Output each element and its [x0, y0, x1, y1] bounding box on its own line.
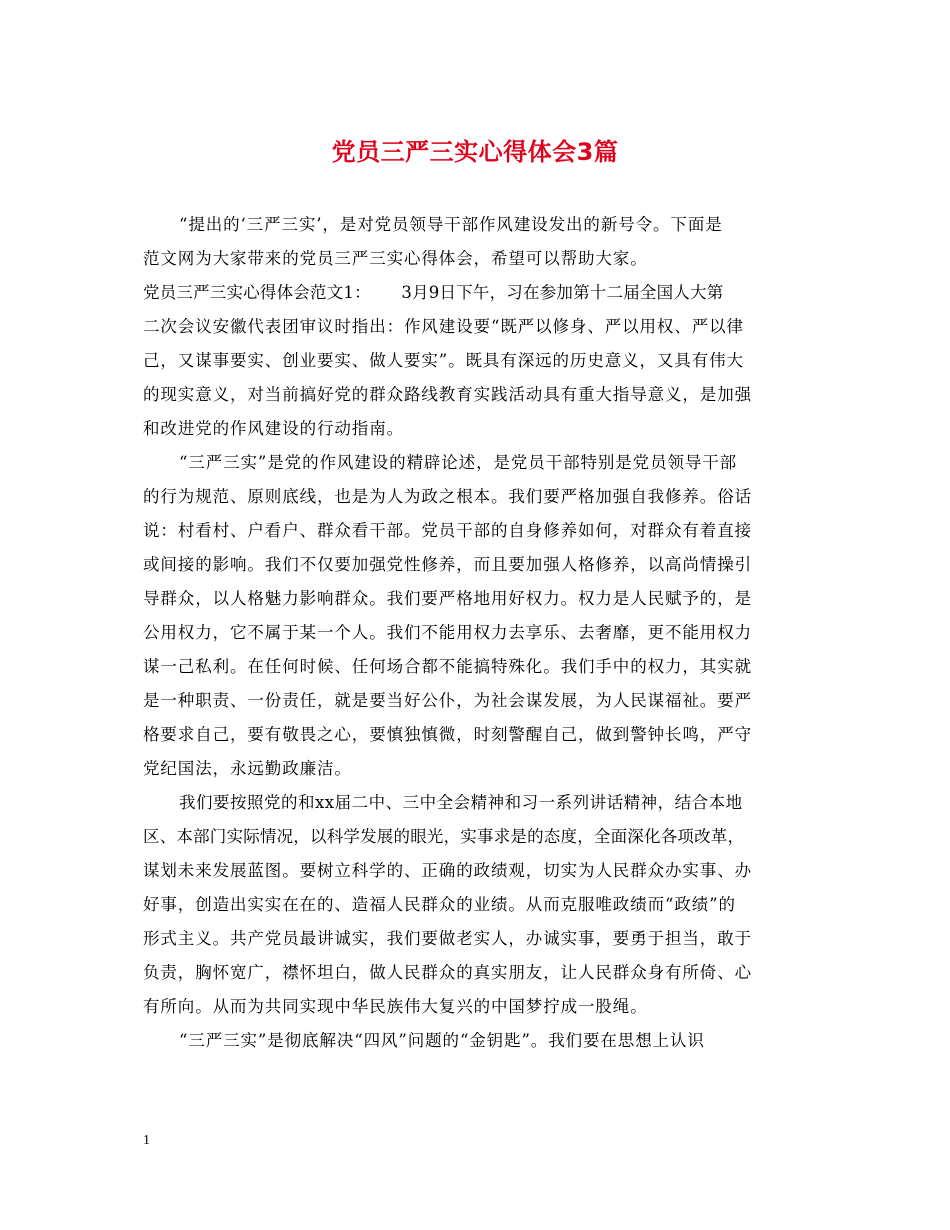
text-line: 党纪国法，永远勤政廉洁。: [143, 759, 352, 778]
document-body: [143, 208, 811, 1058]
text-line: 说：村看村、户看户、群众看干部。党员干部的自身修养如何，对群众有着直接: [143, 521, 752, 540]
text-line: 和改进党的作风建设的行动指南。: [143, 419, 404, 438]
text-line: 形式主义。共产党员最讲诚实，我们要做老实人，办诚实事，要勇于担当，敢于: [143, 929, 752, 948]
text-line: “三严三实”是党的作风建设的精辟论述，是党员干部特别是党员领导干部: [179, 453, 738, 472]
text-line: 是一种职责、一份责任，就是要当好公仆，为社会谋发展，为人民谋福祉。要严: [143, 691, 752, 710]
text-line: 或间接的影响。我们不仅要加强党性修养，而且要加强人格修养，以高尚情操引: [143, 555, 752, 574]
text-line: 有所向。从而为共同实现中华民族伟大复兴的中国梦拧成一股绳。: [143, 997, 648, 1016]
text-line: 的现实意义，对当前搞好党的群众路线教育实践活动具有重大指导意义，是加强: [143, 385, 752, 404]
text-line: 党员三严三实心得体会范文1： 3月9日下午，习在参加第十二届全国人大第: [143, 283, 724, 302]
document-title: 党员三严三实心得体会3篇: [331, 138, 619, 166]
text-line: 范文网为大家带来的党员三严三实心得体会，希望可以帮助大家。: [143, 249, 648, 268]
page-number: 1: [143, 1133, 150, 1148]
text-line: 的行为规范、原则底线，也是为人为政之根本。我们要严格加强自我修养。俗话: [143, 487, 752, 506]
text-line: 好事，创造出实实在在的、造福人民群众的业绩。从而克服唯政绩而“政绩”的: [143, 895, 736, 914]
text-line: 格要求自己，要有敬畏之心，要慎独慎微，时刻警醒自己，做到警钟长鸣，严守: [143, 725, 752, 744]
text-line: 公用权力，它不属于某一个人。我们不能用权力去享乐、去奢靡，更不能用权力: [143, 623, 752, 642]
text-line: 谋划未来发展蓝图。要树立科学的、正确的政绩观，切实为人民群众办实事、办: [143, 861, 752, 880]
text-line: “提出的‘三严三实’，是对党员领导干部作风建设发出的新号令。下面是: [179, 215, 723, 234]
text-line: “三严三实”是彻底解决“四风”问题的“金钥匙”。我们要在思想上认识: [179, 1031, 705, 1050]
text-line: 区、本部门实际情况，以科学发展的眼光，实事求是的态度，全面深化各项改革，: [143, 827, 745, 846]
text-line: 我们要按照党的和xx届二中、三中全会精神和习一系列讲话精神，结合本地: [179, 793, 743, 812]
text-line: 二次会议安徽代表团审议时指出：作风建设要“既严以修身、严以用权、严以律: [143, 317, 744, 336]
text-line: 导群众，以人格魅力影响群众。我们要严格地用好权力。权力是人民赋予的，是: [143, 589, 752, 608]
text-line: 负责，胸怀宽广，襟怀坦白，做人民群众的真实朋友，让人民群众身有所倚、心: [143, 963, 752, 982]
text-line: 谋一己私利。在任何时候、任何场合都不能搞特殊化。我们手中的权力，其实就: [143, 657, 752, 676]
text-line: 己，又谋事要实、创业要实、做人要实”。既具有深远的历史意义，又具有伟大: [143, 351, 744, 370]
